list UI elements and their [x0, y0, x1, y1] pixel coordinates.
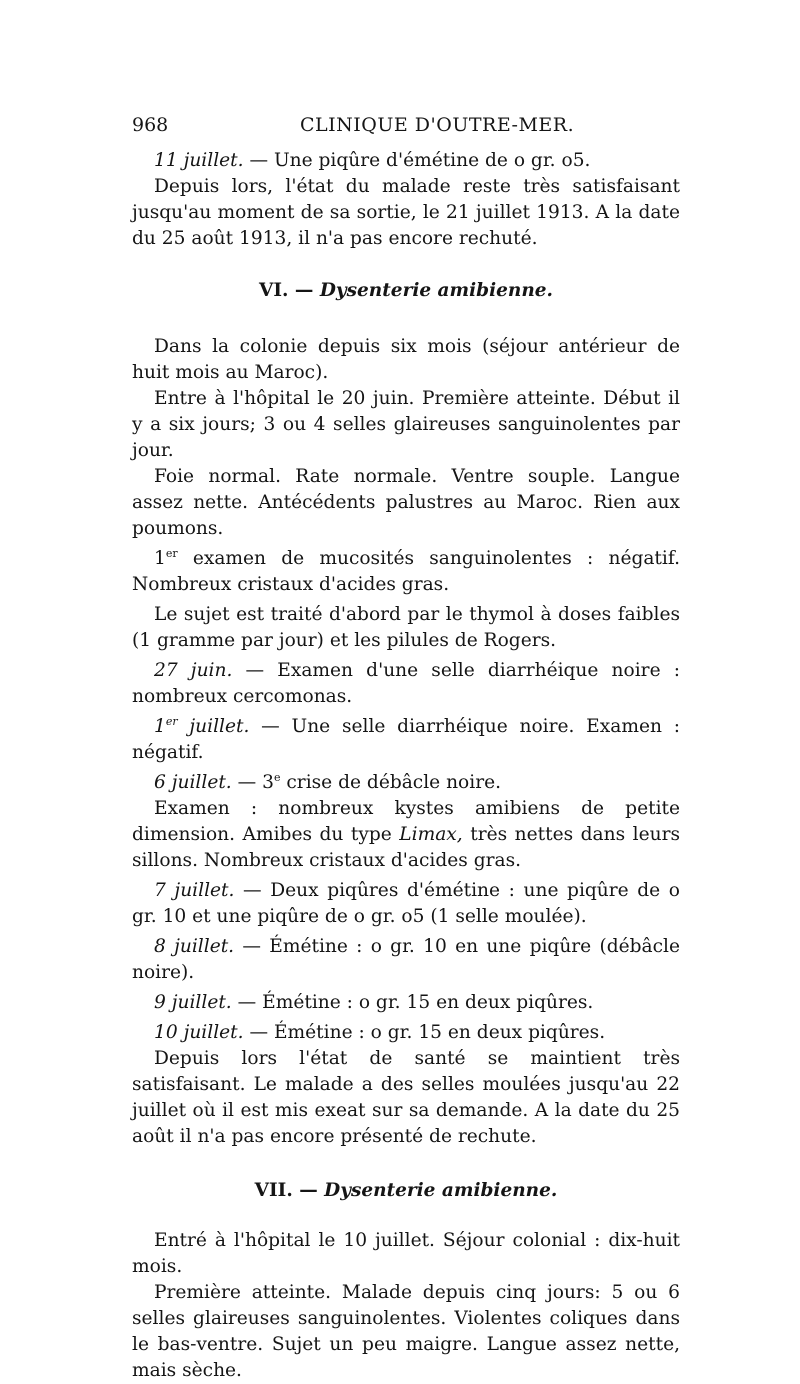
paragraph-text: examen de mucosités sanguinolentes : négatif. Nombreux cristaux d'acides gras.: [132, 548, 680, 595]
ordinal-number: 1: [154, 548, 166, 569]
paragraph-11-juillet: [132, 148, 680, 174]
paragraph-case-v-outcome: Depuis lors, l'état du malade reste très satisfaisant jusqu'au moment de sa sortie, le 21 juillet 1913. A la date du 25 août 1913, il n'a pas encore rechuté.: [132, 176, 680, 249]
paragraph-traitement: Le sujet est traité d'abord par le thymol à doses faibles (1 gramme par jour) et les pilules de Rogers.: [132, 604, 680, 651]
date-lead: 6 juillet.: [154, 772, 232, 793]
date-lead-number: 1: [154, 716, 166, 737]
species-name: Limax,: [399, 824, 463, 845]
paragraph-text-end: très nettes dans leurs sillons. Nombreux cristaux d'acides gras.: [132, 824, 680, 871]
paragraph-6-juillet: [132, 770, 680, 796]
paragraph-case-vi-outcome: Depuis lors l'état de santé se maintient très satisfaisant. Le malade a des selles moulées jusqu'au 22 juillet où il est mis exeat sur sa demande. A la date du 25 août il n'a pas encore présenté de rechute.: [132, 1048, 680, 1147]
date-lead: 10 juillet.: [154, 1022, 244, 1043]
paragraph-text: — Examen d'une selle diarrhéique noire : nombreux cercomonas.: [132, 660, 680, 707]
paragraph-text: — 3: [231, 772, 274, 793]
paragraph-colonie: Dans la colonie depuis six mois (séjour antérieur de huit mois au Maroc).: [132, 336, 680, 383]
paragraph-entree: Entre à l'hôpital le 20 juin. Première atteinte. Début il y a six jours; 3 ou 4 selles glaireuses sanguinolentes par jour.: [132, 388, 680, 461]
section-heading-vi: [132, 278, 680, 304]
date-lead-month: juillet.: [177, 716, 250, 737]
ordinal-suffix: er: [165, 546, 178, 560]
paragraph-premier-examen: [132, 546, 680, 598]
section-title: Dysenterie amibienne.: [324, 1180, 558, 1201]
paragraph-27-juin: [132, 658, 680, 710]
paragraph-text: — Une selle diarrhéique noire. Examen : négatif.: [132, 716, 680, 763]
paragraph-8-juillet: [132, 934, 680, 986]
section-heading-vii: [132, 1178, 680, 1204]
paragraph-7-juillet: [132, 878, 680, 930]
date-lead: 8 juillet.: [154, 936, 235, 957]
paragraph-text: — Émétine : o gr. 15 en deux piqûres.: [243, 1022, 606, 1043]
paragraph-foie: Foie normal. Rate normale. Ventre souple. Langue assez nette. Antécédents palustres au Maroc. Rien aux poumons.: [132, 466, 680, 539]
section-number: VII. —: [254, 1180, 325, 1201]
paragraph-text: — Deux piqûres d'émétine : une piqûre de o gr. 10 et une piqûre de o gr. o5 (1 selle moulée).: [132, 880, 680, 927]
paragraph-text: Examen : nombreux kystes amibiens de petite dimension. Amibes du type: [132, 798, 680, 845]
paragraph-text: — Émétine : o gr. 10 en une piqûre (débâcle noire).: [132, 936, 680, 983]
date-lead: 9 juillet.: [154, 992, 232, 1013]
date-lead: 27 juin.: [154, 660, 233, 681]
paragraph-text: — Émétine : o gr. 15 en deux piqûres.: [231, 992, 594, 1013]
section-number: VI. —: [258, 280, 320, 301]
running-head: [132, 114, 680, 142]
running-title: CLINIQUE D'OUTRE-MER.: [300, 114, 575, 136]
paragraph-examen-kystes: [132, 796, 680, 874]
page-number: 968: [132, 114, 169, 136]
paragraph-entree-vii: Entré à l'hôpital le 10 juillet. Séjour colonial : dix-huit mois.: [132, 1230, 680, 1277]
paragraph-9-juillet: [132, 990, 680, 1016]
date-lead: 7 juillet.: [154, 880, 235, 901]
paragraph-10-juillet: [132, 1020, 680, 1046]
paragraph-1-juillet: [132, 714, 680, 766]
paragraph-text-end: crise de débâcle noire.: [280, 772, 502, 793]
section-title: Dysenterie amibienne.: [319, 280, 553, 301]
ordinal-suffix: e: [273, 770, 281, 784]
paragraph-premiere-atteinte: Première atteinte. Malade depuis cinq jours: 5 ou 6 selles glaireuses sanguinolentes. Violentes coliques dans le bas-ventre. Sujet un peu maigre. Langue assez nette, mais sèche.: [132, 1282, 680, 1381]
date-lead: 11 juillet.: [154, 150, 244, 171]
paragraph-text: — Une piqûre d'émétine de o gr. o5.: [243, 150, 591, 171]
page-body: [132, 148, 680, 1384]
date-lead-suffix: er: [165, 714, 178, 728]
